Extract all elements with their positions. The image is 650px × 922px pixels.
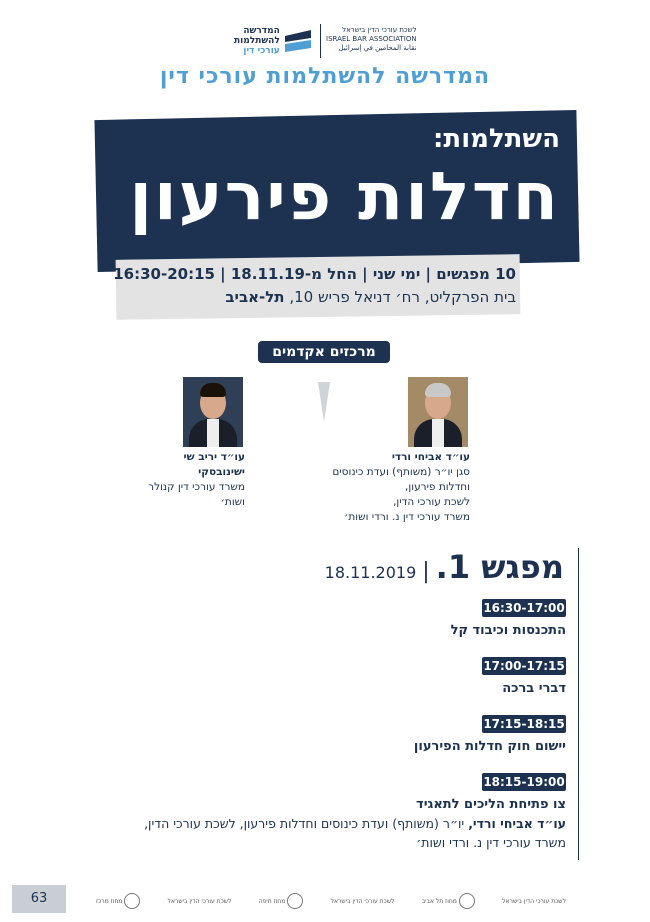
slot-time: 17:15-18:15 bbox=[483, 717, 565, 731]
slot-title: צו פתיחת הליכים לתאגיד bbox=[416, 797, 566, 812]
location-city: תל-אביב bbox=[225, 288, 285, 306]
slot-time: 17:00-17:15 bbox=[483, 659, 565, 673]
footer-logo bbox=[168, 890, 232, 912]
slot-speaker-desc: יו״ר (משותף) ועדת כינוסים וחדלות פירעון, לשכת עורכי הדין, bbox=[144, 816, 469, 831]
coordinator-firm: משרד עורכי דין נ. ורדי ושות׳ bbox=[344, 511, 470, 523]
israel-bar-association-logo bbox=[326, 16, 418, 62]
coordinator-info-yariv bbox=[140, 450, 245, 510]
coordinator-name: עו״ד אביחי ורדי bbox=[391, 451, 470, 463]
footer-logo-text: לשכת עורכי הדין בישראל bbox=[502, 897, 566, 905]
footer-logo-text: לשכת עורכי הדין בישראל bbox=[167, 897, 232, 905]
school-logo bbox=[234, 24, 314, 58]
meeting-header bbox=[324, 548, 564, 586]
footer-logo bbox=[422, 890, 475, 912]
slot-title: התכנסות וכיבוד קל bbox=[450, 623, 566, 638]
divider-wedge bbox=[318, 382, 330, 422]
district-emblem-icon bbox=[459, 893, 475, 909]
bar-logo-line-english: ISRAEL BAR ASSOCIATION bbox=[326, 34, 417, 43]
slot-speaker-firm: משרד עורכי דין נ. ורדי ושות׳ bbox=[416, 835, 566, 850]
school-title: המדרשה להשתלמות עורכי דין bbox=[159, 64, 491, 89]
schedule-timeline-line bbox=[578, 548, 579, 860]
coordinators-label: מרכזים אקדמים bbox=[258, 341, 390, 363]
course-title: חדלות פירעון bbox=[129, 158, 560, 235]
footer-logo-text: לשכת עורכי הדין בישראל bbox=[330, 897, 395, 905]
footer-logo-text: מחוז תל אביב bbox=[421, 897, 457, 905]
footer-logo bbox=[331, 890, 395, 912]
slot-title: יישום חוק חדלות הפירעון bbox=[413, 739, 566, 754]
bar-logo-text bbox=[326, 26, 417, 53]
district-emblem-icon bbox=[124, 893, 140, 909]
district-emblem-icon bbox=[287, 893, 303, 909]
slot-time: 16:30-17:00 bbox=[483, 601, 565, 615]
location-address: בית הפרקליט, רח׳ דניאל פריש 10, bbox=[284, 288, 516, 306]
school-logo-line-1: המדרשה bbox=[243, 26, 280, 36]
coordinator-info-avichai bbox=[330, 450, 470, 525]
coordinator-firm: משרד עורכי דין קנולר ושות׳ bbox=[148, 481, 245, 508]
school-logo-line-2: להשתלמות bbox=[234, 36, 280, 46]
slot-time: 18:15-19:00 bbox=[483, 775, 565, 789]
meeting-title: מפגש 1. bbox=[435, 548, 564, 586]
bar-logo-line-arabic: نقابة المحامين في إسرائيل bbox=[338, 43, 417, 52]
footer-logo-strip bbox=[96, 888, 566, 914]
course-location bbox=[126, 288, 516, 306]
footer-logo-text: מחוז מרכז bbox=[96, 897, 123, 905]
footer-logo-text: מחוז חיפה bbox=[258, 897, 286, 905]
slot-speaker-name: עו״ד אביחי ורדי, bbox=[468, 816, 566, 831]
slot-title: דברי ברכה bbox=[502, 681, 566, 696]
speaker-photo-avichai bbox=[408, 377, 468, 447]
school-logo-line-3: עורכי דין bbox=[243, 46, 280, 56]
course-schedule-summary: 10 מפגשים | ימי שני | החל מ-18.11.19 | 16:30-20:15 bbox=[113, 265, 516, 283]
footer-logo bbox=[502, 890, 566, 912]
course-prefix: השתלמות: bbox=[433, 124, 560, 154]
speaker-photo-yariv bbox=[183, 377, 243, 447]
slot-speaker bbox=[90, 814, 566, 833]
footer-logo bbox=[96, 890, 140, 912]
page-number: 63 bbox=[12, 885, 66, 913]
school-logo-text bbox=[234, 26, 280, 56]
logo-divider bbox=[320, 24, 321, 58]
meeting-separator: | bbox=[422, 559, 430, 584]
coordinator-org: לשכת עורכי הדין, bbox=[393, 496, 470, 508]
school-emblem-icon bbox=[283, 28, 313, 54]
coordinator-name: עו״ד יריב שי ישינובסקי bbox=[183, 451, 245, 478]
coordinator-role: סגן יו״ר (משותף) ועדת כינוסים וחדלות פירעון, bbox=[332, 466, 470, 493]
meeting-date: 18.11.2019 bbox=[324, 563, 417, 582]
bar-logo-line-hebrew: לשכת עורכי הדין בישראל bbox=[342, 25, 417, 34]
footer-logo bbox=[259, 890, 304, 912]
